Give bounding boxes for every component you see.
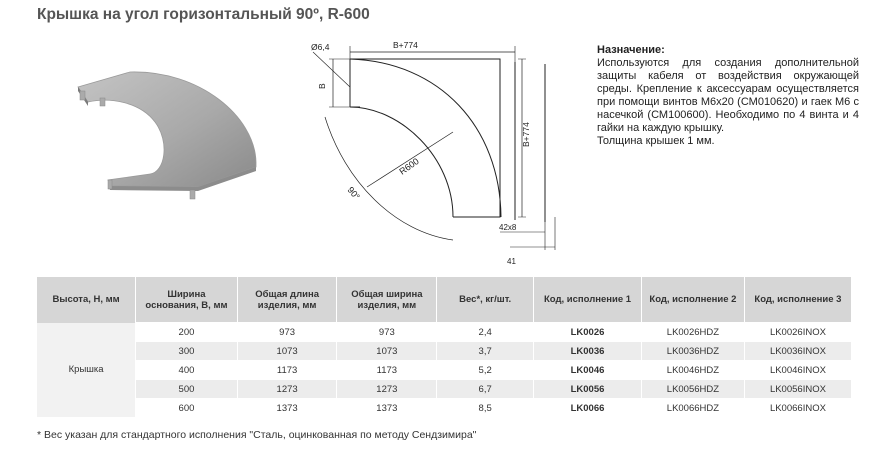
header-total-length: Общая длина изделия, мм [237,277,337,323]
cell-width: 500 [136,380,238,399]
header-code1: Код, исполнение 1 [534,277,642,323]
thickness-text: Толщина крышек 1 мм. [597,135,715,147]
cell-code2: LK0046HDZ [641,361,744,380]
cell-weight: 3,7 [437,342,534,361]
cell-code2: LK0056HDZ [641,380,744,399]
table-row [37,399,851,418]
dim-41-label: 41 [507,257,516,266]
cell-code2: LK0026HDZ [641,323,744,342]
cell-code3: LK0046INOX [744,361,851,380]
description-heading: Назначение: [597,44,665,56]
cell-total-width: 1173 [337,361,437,380]
cell-length: 1373 [237,399,337,418]
row-label-cell: Крышка [37,323,136,418]
cell-total-width: 1073 [337,342,437,361]
cell-total-width: 1273 [337,380,437,399]
dim-42x8-label: 42x8 [499,223,517,232]
table-row [37,342,851,361]
dim-radius-label: R600 [397,156,421,177]
header-height: Высота, Н, мм [37,277,136,323]
product-image [70,62,265,217]
cell-width: 200 [136,323,238,342]
dim-top-label: B+774 [393,40,418,50]
cell-length: 973 [237,323,337,342]
spec-table [37,277,851,418]
cell-weight: 8,5 [437,399,534,418]
cell-code2: LK0036HDZ [641,342,744,361]
cell-code1: LK0056 [534,380,642,399]
cell-weight: 6,7 [437,380,534,399]
header-code2: Код, исполнение 2 [641,277,744,323]
cell-code1: LK0026 [534,323,642,342]
table-row [37,323,851,342]
cell-length: 1273 [237,380,337,399]
dim-right-label: B+774 [521,122,531,147]
cell-length: 1073 [237,342,337,361]
header-base-width: Ширина основания, В, мм [136,277,238,323]
header-weight: Вес*, кг/шт. [437,277,534,323]
footnote: * Вес указан для стандартного исполнения "Сталь, оцинкованная по методу Сендзимира" [37,429,477,441]
dim-angle-label: 90° [345,184,362,202]
cell-code1: LK0046 [534,361,642,380]
cell-code3: LK0056INOX [744,380,851,399]
table-row [37,380,851,399]
header-code3: Код, исполнение 3 [744,277,851,323]
cell-width: 300 [136,342,238,361]
cell-code1: LK0066 [534,399,642,418]
cell-total-width: 1373 [337,399,437,418]
cell-total-width: 973 [337,323,437,342]
description-block [597,44,859,148]
dim-b-label: B [317,83,327,89]
description-text: Используются для создания дополнительной защиты кабеля от воздействия окружающей среды. Крепление к аксессуарам осуществляется при помощи винтов М6х20 (СМ010620) и гаек М6 с насечкой (СМ100600). Необходимо по 4 винта и 4 гайки на каждую крышку. [597,57,859,134]
page-title: Крышка на угол горизонтальный 90º, R-600 [37,6,370,23]
cell-width: 400 [136,361,238,380]
cell-code3: LK0066INOX [744,399,851,418]
cell-weight: 5,2 [437,361,534,380]
cell-width: 600 [136,399,238,418]
dim-hole-label: Ø6,4 [311,42,330,52]
cell-weight: 2,4 [437,323,534,342]
table-row [37,361,851,380]
cell-code1: LK0036 [534,342,642,361]
table-header-row [37,277,851,323]
cell-length: 1173 [237,361,337,380]
cell-code3: LK0036INOX [744,342,851,361]
cell-code2: LK0066HDZ [641,399,744,418]
technical-drawing [305,32,580,272]
header-total-width: Общая ширина изделия, мм [337,277,437,323]
cell-code3: LK0026INOX [744,323,851,342]
